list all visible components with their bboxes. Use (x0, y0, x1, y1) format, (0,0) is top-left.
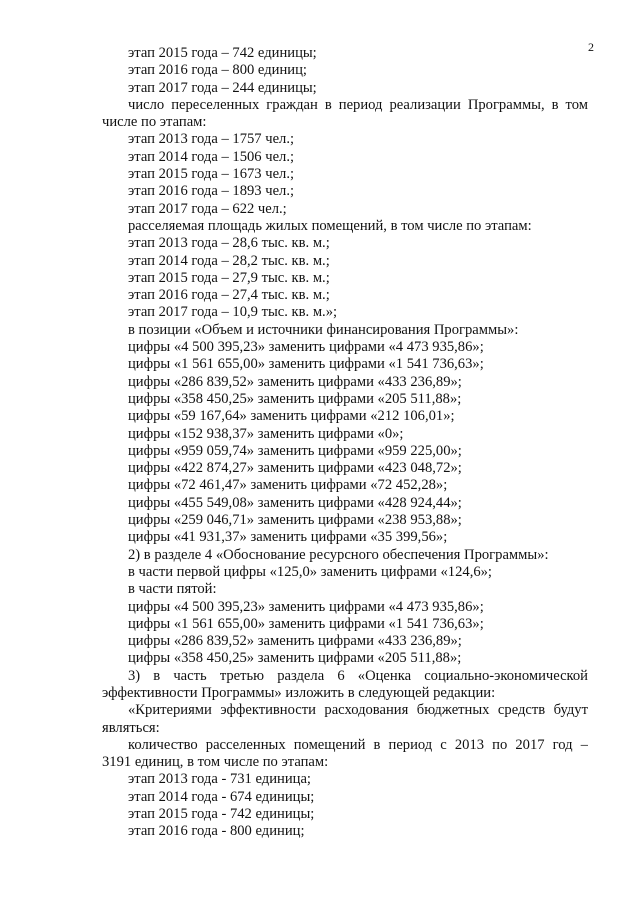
text-line: цифры «422 874,27» заменить цифрами «423 048,72»; (128, 460, 462, 477)
text-line: цифры «286 839,52» заменить цифрами «433 236,89»; (128, 373, 462, 390)
page-number: 2 (588, 40, 594, 54)
text-line: цифры «259 046,71» заменить цифрами «238 953,88»; (128, 512, 462, 529)
text-line: этап 2015 года – 27,9 тыс. кв. м.; (128, 269, 330, 286)
text-line: этап 2016 года – 800 единиц; (128, 62, 307, 79)
text-line: этап 2014 года – 1506 чел.; (128, 148, 295, 165)
text-line: этап 2015 года – 1673 чел.; (128, 166, 295, 183)
text-line: эффективности Программы» изложить в следующей редакции: (102, 684, 496, 701)
text-line: цифры «4 500 395,23» заменить цифрами «4 473 935,86»; (128, 598, 484, 615)
text-line: этап 2017 года – 10,9 тыс. кв. м.»; (128, 304, 338, 321)
text-line: число переселенных граждан в период реализации Программы, в том (128, 96, 588, 113)
text-line: 3191 единиц, в том числе по этапам: (102, 754, 329, 771)
text-line: этап 2015 года - 742 единицы; (128, 806, 315, 823)
text-line: цифры «72 461,47» заменить цифрами «72 452,28»; (128, 477, 448, 494)
text-line: числе по этапам: (102, 114, 207, 131)
text-line: этап 2017 года – 622 чел.; (128, 200, 287, 217)
text-line: цифры «59 167,64» заменить цифрами «212 106,01»; (128, 408, 455, 425)
text-line: цифры «152 938,37» заменить цифрами «0»; (128, 425, 404, 442)
text-line: цифры «1 561 655,00» заменить цифрами «1 541 736,63»; (128, 356, 484, 373)
text-line: этап 2013 года – 1757 чел.; (128, 131, 295, 148)
text-line: этап 2017 года – 244 единицы; (128, 79, 317, 96)
text-line: цифры «358 450,25» заменить цифрами «205 511,88»; (128, 390, 462, 407)
text-line: этап 2016 года – 1893 чел.; (128, 183, 295, 200)
text-line: 2) в разделе 4 «Обоснование ресурсного обеспечения Программы»: (128, 546, 549, 563)
text-line: в части первой цифры «125,0» заменить цифрами «124,6»; (128, 563, 492, 580)
text-line: цифры «4 500 395,23» заменить цифрами «4 473 935,86»; (128, 339, 484, 356)
text-line: 3) в часть третью раздела 6 «Оценка социально-экономической (128, 667, 588, 684)
text-line: в позиции «Объем и источники финансирования Программы»: (128, 321, 519, 338)
text-line: цифры «1 561 655,00» заменить цифрами «1 541 736,63»; (128, 615, 484, 632)
text-line: цифры «959 059,74» заменить цифрами «959 225,00»; (128, 442, 462, 459)
text-line: являться: (102, 719, 160, 736)
text-line: цифры «41 931,37» заменить цифрами «35 399,56»; (128, 529, 448, 546)
text-line: в части пятой: (128, 581, 217, 598)
text-line: количество расселенных помещений в период с 2013 по 2017 год – (128, 736, 588, 753)
text-line: «Критериями эффективности расходования бюджетных средств будут (128, 702, 588, 719)
text-line: этап 2016 года - 800 единиц; (128, 823, 305, 840)
text-line: цифры «286 839,52» заменить цифрами «433 236,89»; (128, 633, 462, 650)
text-line: этап 2014 года – 28,2 тыс. кв. м.; (128, 252, 330, 269)
text-line: этап 2013 года – 28,6 тыс. кв. м.; (128, 235, 330, 252)
text-line: этап 2015 года – 742 единицы; (128, 45, 317, 61)
text-line: цифры «358 450,25» заменить цифрами «205 511,88»; (128, 650, 462, 667)
text-line: цифры «455 549,08» заменить цифрами «428 924,44»; (128, 494, 462, 511)
text-line: расселяемая площадь жилых помещений, в том числе по этапам: (128, 217, 532, 234)
text-line: этап 2013 года - 731 единица; (128, 771, 311, 788)
text-line: этап 2014 года - 674 единицы; (128, 788, 315, 805)
document-body (102, 45, 588, 841)
text-line: этап 2016 года – 27,4 тыс. кв. м.; (128, 287, 330, 304)
